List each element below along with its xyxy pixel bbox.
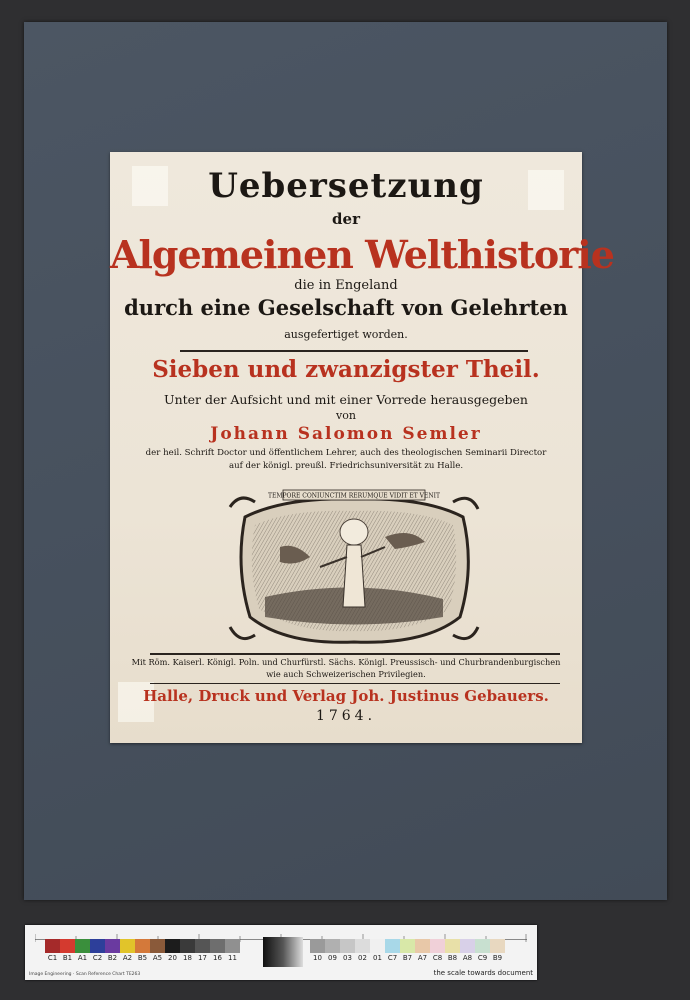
privilege-line-1: Mit Röm. Kaiserl. Königl. Poln. und Churfürstl. Sächs. Königl. Preussisch- und Churbrandenburgischen (131, 657, 561, 667)
chip-label: C1 (47, 954, 58, 962)
chip-label: C2 (92, 954, 103, 962)
color-chip (45, 939, 60, 953)
color-chip (385, 939, 400, 953)
chip-label: 02 (358, 954, 367, 962)
color-chip (400, 939, 415, 953)
color-chip (165, 939, 180, 953)
title-line-3: Algemeinen Welthistorie (110, 232, 614, 277)
color-chips-right (310, 939, 505, 953)
gray-wedge (263, 937, 303, 967)
color-chip (475, 939, 490, 953)
part-title: Sieben und zwanzigster Theil. (152, 356, 540, 383)
color-chip (415, 939, 430, 953)
color-chip (460, 939, 475, 953)
chip-label: C7 (387, 954, 398, 962)
year: 1764. (315, 708, 377, 724)
divider-rule (150, 683, 560, 684)
scale-note: the scale towards document (433, 969, 533, 977)
author-name: Johann Salomon Semler (210, 424, 482, 444)
title-line-4: die in Engeland (294, 278, 398, 293)
chip-label: B9 (492, 954, 503, 962)
color-chip (180, 939, 195, 953)
chip-label: B1 (62, 954, 73, 962)
chip-label: 20 (168, 954, 177, 962)
chip-label: A2 (122, 954, 133, 962)
author-desc-2: auf der königl. preußl. Friedrichsuniversität zu Halle. (228, 461, 464, 471)
color-chips-left (45, 939, 240, 953)
color-chip (90, 939, 105, 953)
chip-label: B8 (447, 954, 458, 962)
chip-label: 01 (373, 954, 382, 962)
color-scale-chart (25, 925, 537, 980)
chip-label: A5 (152, 954, 163, 962)
scale-fine-print: Image Engineering · Scan Reference Chart TE263 (29, 972, 141, 977)
chip-label: B2 (107, 954, 118, 962)
chip-label: 11 (228, 954, 237, 962)
chip-label: 09 (328, 954, 337, 962)
chip-label: A1 (77, 954, 88, 962)
chip-label: C9 (477, 954, 488, 962)
color-chip (105, 939, 120, 953)
title-line-5: durch eine Geselschaft von Gelehrten (124, 295, 568, 320)
color-chip (445, 939, 460, 953)
color-chip (210, 939, 225, 953)
color-chip (120, 939, 135, 953)
color-chip (490, 939, 505, 953)
vignette-motto: TEMPORE CONIUNCTIM RERUMQUE VIDIT ET VENIT (267, 492, 441, 500)
color-chip (370, 939, 385, 953)
color-chip (325, 939, 340, 953)
color-chip (135, 939, 150, 953)
chip-label: 17 (198, 954, 207, 962)
color-chip (150, 939, 165, 953)
color-chip (355, 939, 370, 953)
title-page (110, 152, 614, 743)
chip-label: C8 (432, 954, 443, 962)
color-chip (310, 939, 325, 953)
divider-rule (180, 350, 528, 352)
author-desc-1: der heil. Schrift Doctor und öffentlichem Lehrer, auch des theologischen Seminarii Director (145, 448, 547, 458)
imprint: Halle, Druck und Verlag Joh. Justinus Gebauers. (143, 687, 549, 705)
chip-labels-right (310, 954, 505, 962)
chip-label: 18 (183, 954, 192, 962)
color-chip (195, 939, 210, 953)
chip-label: 03 (343, 954, 352, 962)
engraved-vignette (225, 487, 483, 647)
title-line-1: Uebersetzung (208, 166, 484, 206)
divider-rule (150, 653, 560, 655)
color-chip (225, 939, 240, 953)
title-line-6: ausgefertiget worden. (284, 328, 408, 341)
color-chip (75, 939, 90, 953)
von-text: von (336, 409, 356, 422)
chip-label: 16 (213, 954, 222, 962)
chip-label: B5 (137, 954, 148, 962)
editor-intro: Unter der Aufsicht und mit einer Vorrede herausgegeben (164, 392, 528, 407)
chip-label: 10 (313, 954, 322, 962)
chip-labels-left (45, 954, 240, 962)
color-chip (430, 939, 445, 953)
color-chip (340, 939, 355, 953)
chip-label: A7 (417, 954, 428, 962)
privilege-line-2: wie auch Schweizerischen Privilegien. (266, 669, 426, 679)
title-line-2: der (332, 210, 360, 228)
chip-label: B7 (402, 954, 413, 962)
color-chip (60, 939, 75, 953)
chip-label: A8 (462, 954, 473, 962)
